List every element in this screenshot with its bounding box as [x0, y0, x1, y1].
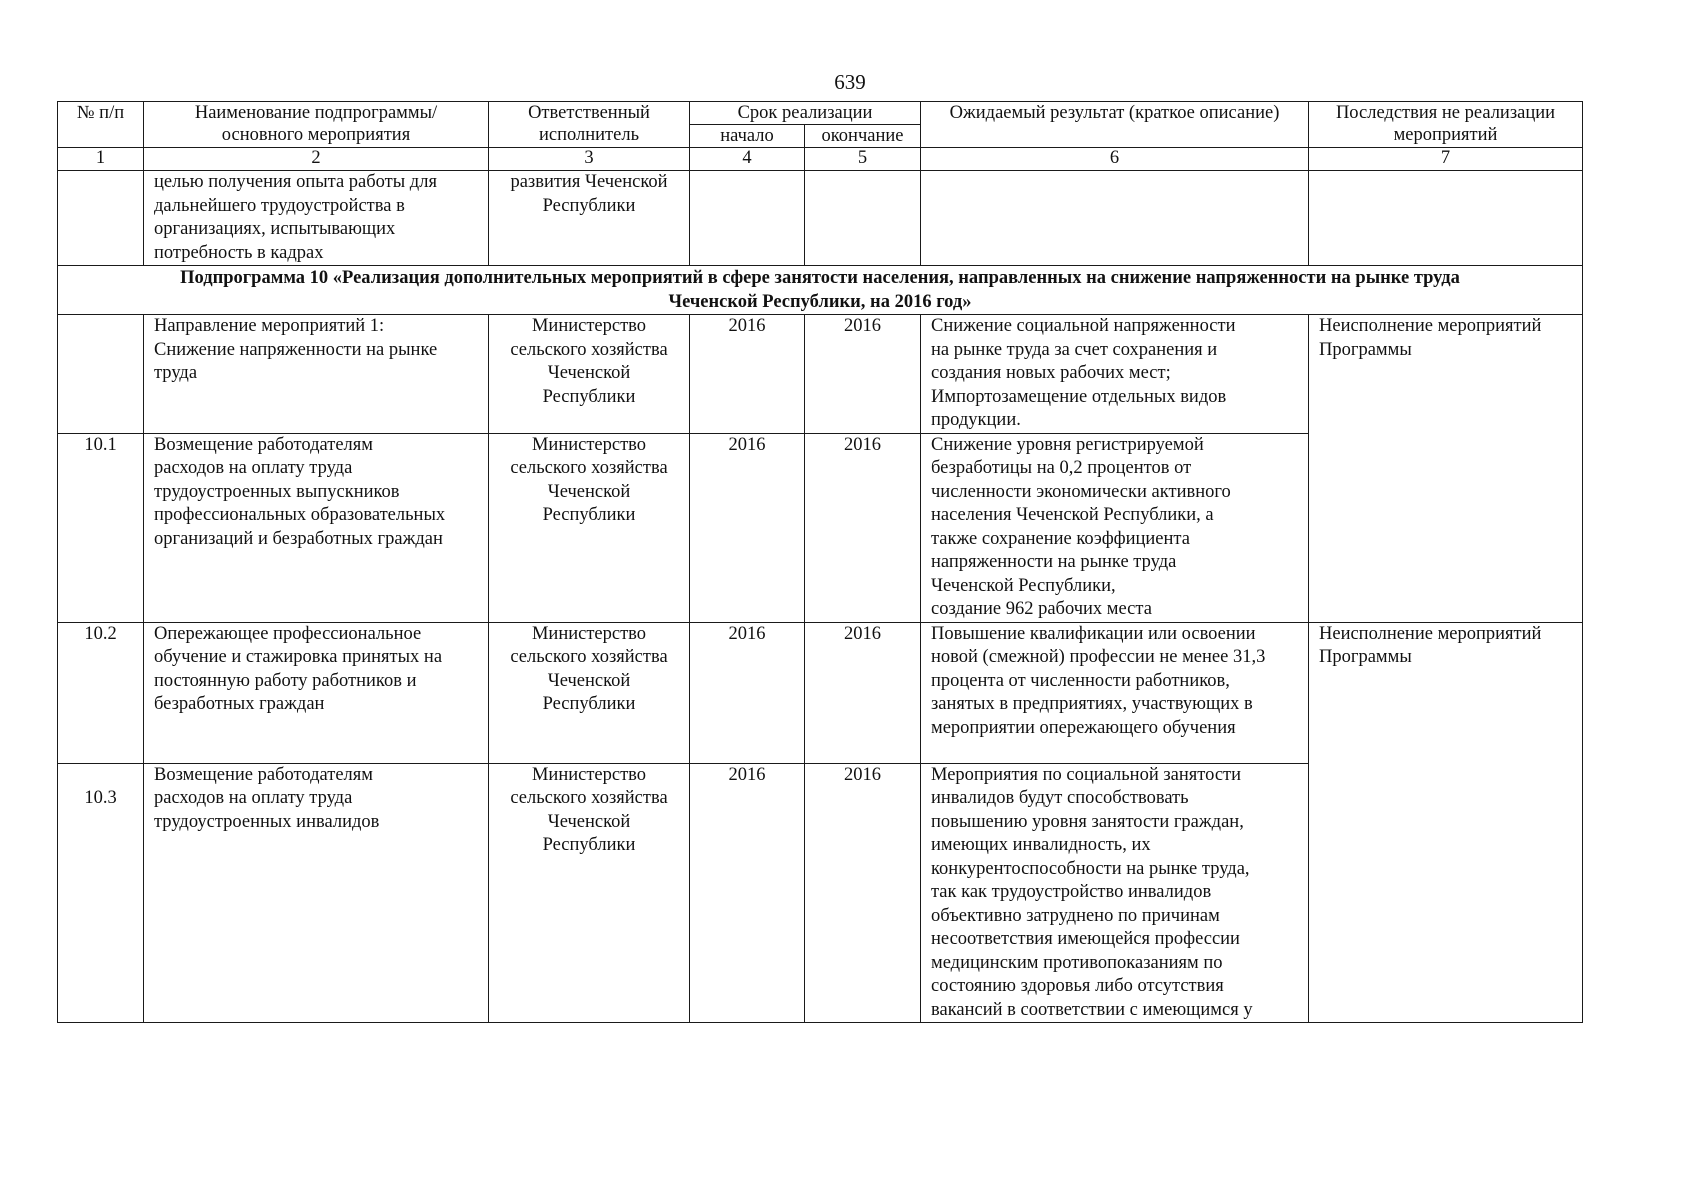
column-index: 6: [921, 148, 1309, 171]
header-consequences: Последствия не реализации мероприятий: [1309, 102, 1583, 148]
header-end: окончание: [805, 125, 921, 148]
column-index: 1: [58, 148, 144, 171]
column-index: 3: [489, 148, 690, 171]
cell-start: 2016: [690, 433, 805, 622]
cell-end: 2016: [805, 763, 921, 1023]
cell-start: [690, 171, 805, 266]
header-term: Срок реализации: [690, 102, 921, 125]
cell-start: 2016: [690, 622, 805, 763]
header-executor: Ответственный исполнитель: [489, 102, 690, 148]
cell-number: [58, 315, 144, 434]
cell-number: 10.1: [58, 433, 144, 622]
cell-executor: Министерство сельского хозяйства Чеченской Республики: [489, 315, 690, 434]
header-number: № п/п: [58, 102, 144, 148]
cell-start: 2016: [690, 763, 805, 1023]
cell-name: Направление мероприятий 1: Снижение напряженности на рынке труда: [144, 315, 489, 434]
cell-consequences: Неисполнение мероприятий Программы: [1309, 315, 1583, 623]
column-index: 5: [805, 148, 921, 171]
activities-table: [57, 101, 1583, 1023]
subprogram-row: [58, 266, 1583, 315]
header-row: [58, 102, 1583, 125]
cell-name: Возмещение работодателям расходов на оплату труда трудоустроенных выпускников профессиональных образовательных организаций и безработных граждан: [144, 433, 489, 622]
header-result: Ожидаемый результат (краткое описание): [921, 102, 1309, 148]
cell-result: Повышение квалификации или освоении новой (смежной) профессии не менее 31,3 процента от численности работников, занятых в предприятиях, участвующих в мероприятии опережающего обучения: [921, 622, 1309, 763]
column-index-row: [58, 148, 1583, 171]
header-name: Наименование подпрограммы/ основного мероприятия: [144, 102, 489, 148]
cell-result: Снижение уровня регистрируемой безработицы на 0,2 процентов от численности экономически активного населения Чеченской Республики, а также сохранение коэффициента напряженности на рынке труда Чеченской Республики, создание 962 рабочих места: [921, 433, 1309, 622]
page-number: 639: [834, 70, 866, 94]
cell-name: Возмещение работодателям расходов на оплату труда трудоустроенных инвалидов: [144, 763, 489, 1023]
cell-consequences: [1309, 171, 1583, 266]
cell-consequences: Неисполнение мероприятий Программы: [1309, 622, 1583, 1023]
column-index: 4: [690, 148, 805, 171]
cell-end: [805, 171, 921, 266]
cell-end: 2016: [805, 622, 921, 763]
cell-result: Снижение социальной напряженности на рынке труда за счет сохранения и создания новых рабочих мест; Импортозамещение отдельных видов продукции.: [921, 315, 1309, 434]
table-row: [58, 171, 1583, 266]
cell-executor: Министерство сельского хозяйства Чеченской Республики: [489, 622, 690, 763]
cell-end: 2016: [805, 315, 921, 434]
cell-name: целью получения опыта работы для дальнейшего трудоустройства в организациях, испытывающих потребность в кадрах: [144, 171, 489, 266]
header-start: начало: [690, 125, 805, 148]
column-index: 2: [144, 148, 489, 171]
table-row: [58, 622, 1583, 763]
cell-start: 2016: [690, 315, 805, 434]
cell-executor: развития Чеченской Республики: [489, 171, 690, 266]
cell-executor: Министерство сельского хозяйства Чеченской Республики: [489, 763, 690, 1023]
table-row: [58, 315, 1583, 434]
cell-name: Опережающее профессиональное обучение и стажировка принятых на постоянную работу работников и безработных граждан: [144, 622, 489, 763]
cell-end: 2016: [805, 433, 921, 622]
cell-number: [58, 171, 144, 266]
cell-result: [921, 171, 1309, 266]
subprogram-title: Подпрограмма 10 «Реализация дополнительных мероприятий в сфере занятости населения, направленных на снижение напряженности на рынке труда Чеченской Республики, на 2016 год»: [58, 266, 1583, 315]
cell-number: 10.3: [58, 763, 144, 1023]
cell-executor: Министерство сельского хозяйства Чеченской Республики: [489, 433, 690, 622]
cell-result: Мероприятия по социальной занятости инвалидов будут способствовать повышению уровня занятости граждан, имеющих инвалидность, их конкурентоспособности на рынке труда, так как трудоустройство инвалидов объективно затруднено по причинам несоответствия имеющейся профессии медицинским противопоказаниям по состоянию здоровья либо отсутствия вакансий в соответствии с имеющимся у: [921, 763, 1309, 1023]
cell-number: 10.2: [58, 622, 144, 763]
column-index: 7: [1309, 148, 1583, 171]
